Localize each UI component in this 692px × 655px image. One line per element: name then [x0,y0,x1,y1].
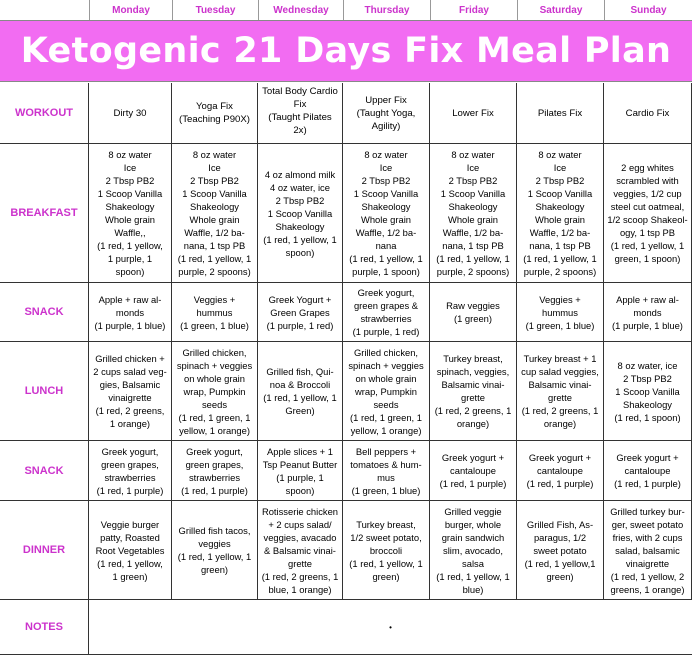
snack2-thursday: Bell peppers + tomatoes & hum- mus (1 green, 1 blue) [343,441,430,501]
day-header-saturday: Saturday [517,0,604,20]
title-banner [0,20,692,82]
row-label-snack-2: SNACK [0,441,89,501]
lunch-sunday: 8 oz water, ice 2 Tbsp PB2 1 Scoop Vanilla Shakeology (1 red, 1 spoon) [604,342,692,441]
lunch-monday: Grilled chicken + 2 cups salad veg- gies, Balsamic vinaigrette (1 red, 2 greens, 1 orange) [89,342,172,441]
row-label-notes: NOTES [0,600,89,655]
notes-text: • [389,622,392,632]
snack1-wednesday: Greek Yogurt + Green Grapes (1 purple, 1 red) [258,283,343,342]
lunch-tuesday: Grilled chicken, spinach + veggies on whole grain wrap, Pumpkin seeds (1 red, 1 green, 1 yellow, 1 orange) [172,342,258,441]
row-label-workout: WORKOUT [0,83,89,144]
dinner-saturday: Grilled Fish, As- paragus, 1/2 sweet potato (1 red, 1 yellow,1 green) [517,501,604,600]
workout-thursday: Upper Fix (Taught Yoga, Agility) [343,83,430,144]
snack2-saturday: Greek yogurt + cantaloupe (1 red, 1 purple) [517,441,604,501]
day-header-monday: Monday [89,0,172,20]
breakfast-monday: 8 oz water Ice 2 Tbsp PB2 1 Scoop Vanilla Shakeology Whole grain Waffle,, (1 red, 1 yellow, 1 purple, 1 spoon) [89,144,172,283]
row-label-snack: SNACK [0,283,89,342]
snack2-sunday: Greek yogurt + cantaloupe (1 red, 1 purple) [604,441,692,501]
dinner-tuesday: Grilled fish tacos, veggies (1 red, 1 yellow, 1 green) [172,501,258,600]
breakfast-saturday: 8 oz water Ice 2 Tbsp PB2 1 Scoop Vanilla Shakeology Whole grain Waffle, 1/2 ba- nana, 1 tsp PB (1 red, 1 yellow, 1 purple, 2 spoons) [517,144,604,283]
dinner-sunday: Grilled turkey bur- ger, sweet potato fries, with 2 cups salad, balsamic vinaigrette (1 red, 1 yellow, 2 greens, 1 orange) [604,501,692,600]
breakfast-tuesday: 8 oz water Ice 2 Tbsp PB2 1 Scoop Vanilla Shakeology Whole grain Waffle, 1/2 ba- nana, 1 tsp PB (1 red, 1 yellow, 1 purple, 2 spoons) [172,144,258,283]
workout-sunday: Cardio Fix [604,83,692,144]
workout-wednesday: Total Body Cardio Fix (Taught Pilates 2x) [258,83,343,144]
breakfast-thursday: 8 oz water Ice 2 Tbsp PB2 1 Scoop Vanilla Shakeology Whole grain Waffle, 1/2 ba- nana (1 red, 1 yellow, 1 purple, 1 spoon) [343,144,430,283]
notes-area [89,600,692,655]
dinner-thursday: Turkey breast, 1/2 sweet potato, broccoli (1 red, 1 yellow, 1 green) [343,501,430,600]
snack1-monday: Apple + raw al- monds (1 purple, 1 blue) [89,283,172,342]
snack2-friday: Greek yogurt + cantaloupe (1 red, 1 purple) [430,441,517,501]
workout-saturday: Pilates Fix [517,83,604,144]
snack1-thursday: Greek yogurt, green grapes & strawberries (1 purple, 1 red) [343,283,430,342]
row-label-dinner: DINNER [0,501,89,600]
breakfast-friday: 8 oz water Ice 2 Tbsp PB2 1 Scoop Vanilla Shakeology Whole grain Waffle, 1/2 ba- nana, 1 tsp PB (1 red, 1 yellow, 1 purple, 2 spoons) [430,144,517,283]
day-header-wednesday: Wednesday [258,0,343,20]
lunch-saturday: Turkey breast + 1 cup salad veggies, Balsamic vinai- grette (1 red, 2 greens, 1 orange) [517,342,604,441]
day-header-tuesday: Tuesday [172,0,258,20]
day-header-sunday: Sunday [604,0,692,20]
snack2-tuesday: Greek yogurt, green grapes, strawberries (1 red, 1 purple) [172,441,258,501]
page-title: Ketogenic 21 Days Fix Meal Plan [20,31,672,71]
snack1-saturday: Veggies + hummus (1 green, 1 blue) [517,283,604,342]
snack1-sunday: Apple + raw al- monds (1 purple, 1 blue) [604,283,692,342]
row-label-breakfast: BREAKFAST [0,144,89,283]
snack2-monday: Greek yogurt, green grapes, strawberries (1 red, 1 purple) [89,441,172,501]
day-header-friday: Friday [430,0,517,20]
dinner-friday: Grilled veggie burger, whole grain sandwich slim, avocado, salsa (1 red, 1 yellow, 1 blue) [430,501,517,600]
lunch-friday: Turkey breast, spinach, veggies, Balsamic vinai- grette (1 red, 2 greens, 1 orange) [430,342,517,441]
workout-monday: Dirty 30 [89,83,172,144]
day-header-thursday: Thursday [343,0,430,20]
workout-friday: Lower Fix [430,83,517,144]
row-label-lunch: LUNCH [0,342,89,441]
snack2-wednesday: Apple slices + 1 Tsp Peanut Butter (1 purple, 1 spoon) [258,441,343,501]
snack1-friday: Raw veggies (1 green) [430,283,517,342]
lunch-wednesday: Grilled fish, Qui- noa & Broccoli (1 red, 1 yellow, 1 Green) [258,342,343,441]
dinner-monday: Veggie burger patty, Roasted Root Vegetables (1 red, 1 yellow, 1 green) [89,501,172,600]
lunch-thursday: Grilled chicken, spinach + veggies on whole grain wrap, Pumpkin seeds (1 red, 1 green, 1 yellow, 1 orange) [343,342,430,441]
workout-tuesday: Yoga Fix (Teaching P90X) [172,83,258,144]
breakfast-sunday: 2 egg whites scrambled with veggies, 1/2 cup steel cut oatmeal, 1/2 scoop Shakeol- ogy, 1 tsp PB (1 red, 1 yellow, 1 green, 1 spoon) [604,144,692,283]
dinner-wednesday: Rotisserie chicken + 2 cups salad/ veggies, avacado & Balsamic vinai- grette (1 red, 2 greens, 1 blue, 1 orange) [258,501,343,600]
breakfast-wednesday: 4 oz almond milk 4 oz water, ice 2 Tbsp PB2 1 Scoop Vanilla Shakeology (1 red, 1 yellow, 1 spoon) [258,144,343,283]
snack1-tuesday: Veggies + hummus (1 green, 1 blue) [172,283,258,342]
